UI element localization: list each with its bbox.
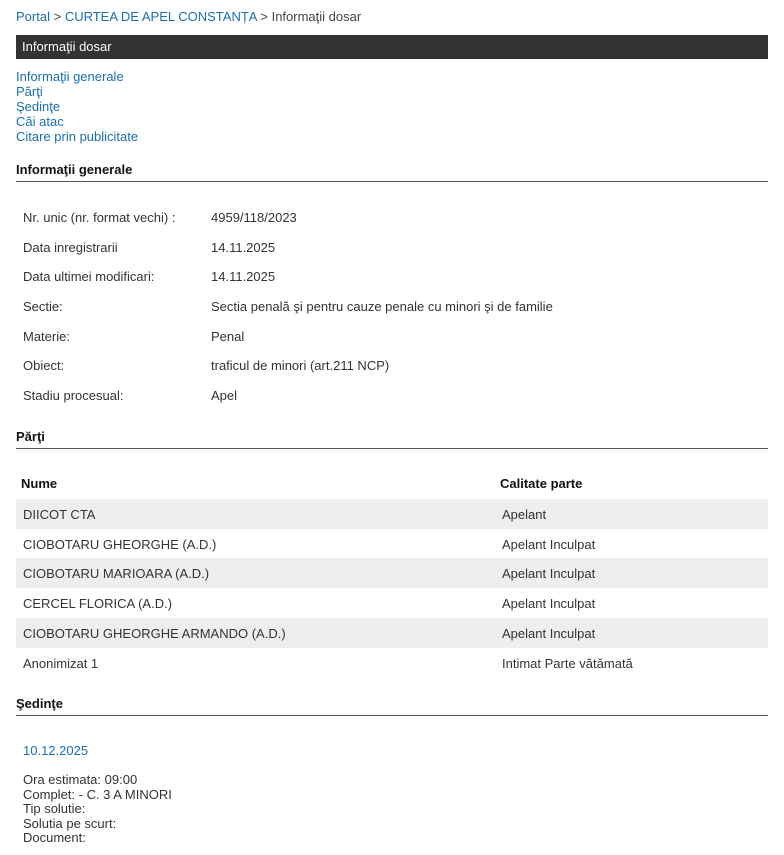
info-row-data-ultimei-modificari xyxy=(23,269,275,284)
sedinta-details xyxy=(23,773,172,846)
info-row-materie xyxy=(23,329,244,344)
breadcrumb-separator: > xyxy=(53,9,62,24)
toc-link-citare-publicitate[interactable]: Citare prin publicitate xyxy=(16,129,139,144)
info-value: Penal xyxy=(211,329,245,344)
sedinta-ora-estimata: Ora estimata: 09:00 xyxy=(23,772,138,787)
breadcrumb-current: Informaţii dosar xyxy=(271,9,362,24)
parti-table-header xyxy=(16,468,768,498)
info-label: Stadiu procesual: xyxy=(23,388,124,403)
party-name: CIOBOTARU MARIOARA (A.D.) xyxy=(23,566,210,581)
page-title: Informaţii dosar xyxy=(22,39,112,54)
sedinta-date: 10.12.2025 xyxy=(23,743,89,758)
toc-link-sedinte[interactable]: Şedinţe xyxy=(16,99,61,114)
toc-link-parti[interactable]: Părţi xyxy=(16,84,43,99)
party-name: CIOBOTARU GHEORGHE (A.D.) xyxy=(23,537,217,552)
party-calitate: Apelant Inculpat xyxy=(502,566,596,581)
table-row xyxy=(16,529,768,559)
party-name: CIOBOTARU GHEORGHE ARMANDO (A.D.) xyxy=(23,626,286,641)
table-row xyxy=(16,588,768,618)
table-row xyxy=(16,618,768,648)
party-calitate: Apelant Inculpat xyxy=(502,537,596,552)
table-row xyxy=(16,499,768,529)
info-label: Nr. unic (nr. format vechi) : xyxy=(23,210,176,225)
breadcrumb-portal-link[interactable]: Portal xyxy=(16,9,50,24)
info-label: Obiect: xyxy=(23,358,65,373)
section-header-sedinte: Şedinţe xyxy=(16,696,768,716)
info-row-nr-unic xyxy=(23,210,297,225)
toc-link-cai-atac[interactable]: Căi atac xyxy=(16,114,64,129)
party-calitate: Apelant Inculpat xyxy=(502,626,596,641)
breadcrumb-separator: > xyxy=(260,9,268,24)
breadcrumb-court-link[interactable]: CURTEA DE APEL CONSTANȚA xyxy=(64,9,257,24)
party-name: DIICOT CTA xyxy=(23,507,96,522)
info-row-sectie xyxy=(23,299,553,314)
column-header-calitate: Calitate parte xyxy=(500,476,583,491)
party-name: Anonimizat 1 xyxy=(23,656,99,671)
table-row xyxy=(16,648,768,678)
table-row xyxy=(16,558,768,588)
sedinta-complet: Complet: - C. 3 A MINORI xyxy=(23,786,172,802)
info-value: 14.11.2025 xyxy=(211,269,276,284)
section-header-parti: Părţi xyxy=(16,429,768,449)
info-row-stadiu-procesual xyxy=(23,388,237,403)
column-header-nume: Nume xyxy=(21,476,58,491)
info-value: Sectia penală şi pentru cauze penale cu minori şi de familie xyxy=(211,299,553,314)
info-value: Apel xyxy=(211,388,238,403)
breadcrumb xyxy=(16,9,361,24)
info-label: Materie: xyxy=(23,329,70,344)
table-of-contents xyxy=(16,69,138,144)
info-row-data-inregistrarii xyxy=(23,240,275,255)
party-calitate: Intimat Parte vătămată xyxy=(502,656,633,671)
sedinta-document: Document: xyxy=(23,830,86,845)
sedinta-solutia-pe-scurt: Solutia pe scurt: xyxy=(23,815,117,831)
page-title-bar xyxy=(16,35,768,59)
info-value: 14.11.2025 xyxy=(211,240,276,255)
info-label: Data ultimei modificari: xyxy=(23,269,155,284)
party-name: CERCEL FLORICA (A.D.) xyxy=(23,596,173,611)
party-calitate: Apelant Inculpat xyxy=(502,596,596,611)
info-value: 4959/118/2023 xyxy=(211,210,297,225)
party-calitate: Apelant xyxy=(502,507,547,522)
info-label: Sectie: xyxy=(23,299,63,314)
info-row-obiect xyxy=(23,358,389,373)
sedinta-tip-solutie: Tip solutie: xyxy=(23,801,86,816)
info-value: traficul de minori (art.211 NCP) xyxy=(211,358,390,373)
toc-link-informatii-generale[interactable]: Informaţii generale xyxy=(16,69,124,84)
section-header-informatii-generale: Informaţii generale xyxy=(16,162,768,182)
info-label: Data inregistrarii xyxy=(23,240,118,255)
